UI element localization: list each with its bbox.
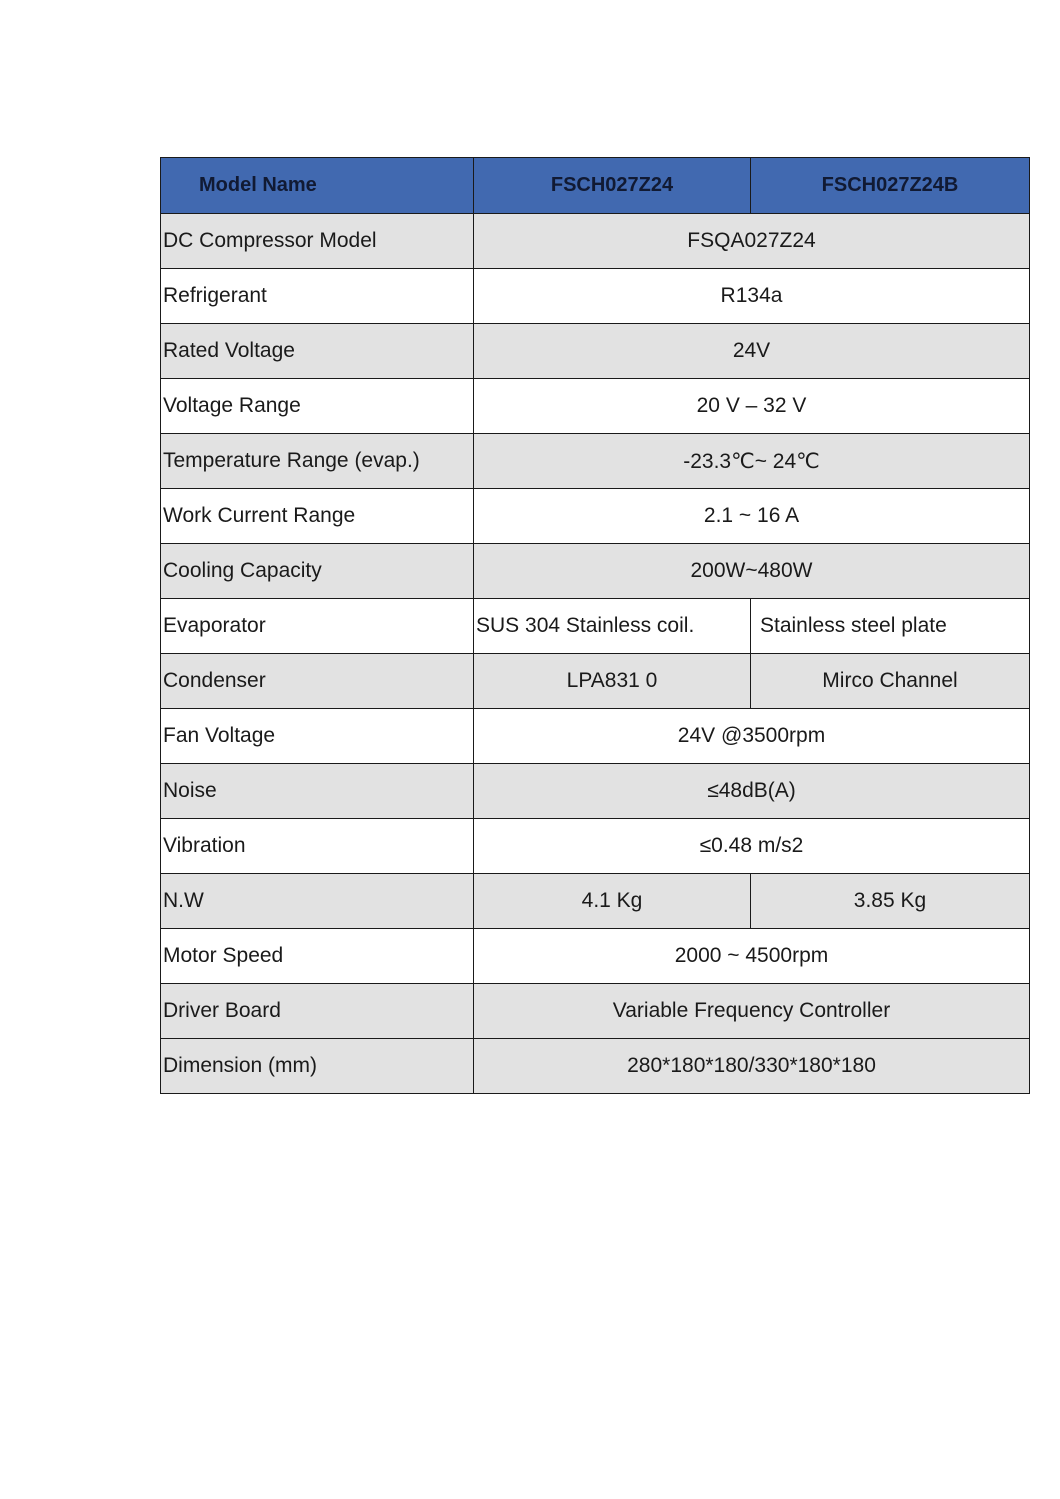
row-label: Cooling Capacity	[161, 544, 474, 599]
header-model-name: Model Name	[161, 158, 474, 214]
table-row	[161, 599, 1030, 654]
table-row	[161, 269, 1030, 324]
row-label: DC Compressor Model	[161, 214, 474, 269]
table-row	[161, 489, 1030, 544]
row-value: ≤0.48 m/s2	[474, 819, 1030, 874]
row-value: 280*180*180/330*180*180	[474, 1039, 1030, 1094]
row-label: Vibration	[161, 819, 474, 874]
row-value: ≤48dB(A)	[474, 764, 1030, 819]
row-value-model-2: Mirco Channel	[751, 654, 1030, 709]
row-value-model-2: Stainless steel plate	[751, 599, 1030, 654]
row-value: 24V	[474, 324, 1030, 379]
row-value-model-1: LPA831 0	[474, 654, 751, 709]
header-model-2: FSCH027Z24B	[751, 158, 1030, 214]
row-label: Refrigerant	[161, 269, 474, 324]
table-row	[161, 214, 1030, 269]
table-row	[161, 874, 1030, 929]
row-value: R134a	[474, 269, 1030, 324]
row-label: N.W	[161, 874, 474, 929]
table-header-row	[161, 158, 1030, 214]
row-value: -23.3℃~ 24℃	[474, 434, 1030, 489]
row-label: Motor Speed	[161, 929, 474, 984]
table-row	[161, 324, 1030, 379]
row-value-model-1: 4.1 Kg	[474, 874, 751, 929]
row-label: Evaporator	[161, 599, 474, 654]
header-model-1: FSCH027Z24	[474, 158, 751, 214]
row-value: 20 V – 32 V	[474, 379, 1030, 434]
table-row	[161, 984, 1030, 1039]
table-row	[161, 544, 1030, 599]
row-value: 2000 ~ 4500rpm	[474, 929, 1030, 984]
spec-table	[160, 157, 1030, 1094]
row-label: Driver Board	[161, 984, 474, 1039]
table-row	[161, 929, 1030, 984]
row-value: 24V @3500rpm	[474, 709, 1030, 764]
row-value-model-2: 3.85 Kg	[751, 874, 1030, 929]
row-label: Fan Voltage	[161, 709, 474, 764]
row-label: Rated Voltage	[161, 324, 474, 379]
table-row	[161, 379, 1030, 434]
row-value: 200W~480W	[474, 544, 1030, 599]
row-label: Voltage Range	[161, 379, 474, 434]
row-label: Dimension (mm)	[161, 1039, 474, 1094]
row-label: Noise	[161, 764, 474, 819]
table-row	[161, 819, 1030, 874]
table-row	[161, 1039, 1030, 1094]
table-row	[161, 764, 1030, 819]
table-row	[161, 709, 1030, 764]
row-label: Temperature Range (evap.)	[161, 434, 474, 489]
row-value: 2.1 ~ 16 A	[474, 489, 1030, 544]
row-label: Condenser	[161, 654, 474, 709]
row-value: FSQA027Z24	[474, 214, 1030, 269]
row-label: Work Current Range	[161, 489, 474, 544]
table-row	[161, 654, 1030, 709]
table-row	[161, 434, 1030, 489]
row-value-model-1: SUS 304 Stainless coil.	[474, 599, 751, 654]
row-value: Variable Frequency Controller	[474, 984, 1030, 1039]
